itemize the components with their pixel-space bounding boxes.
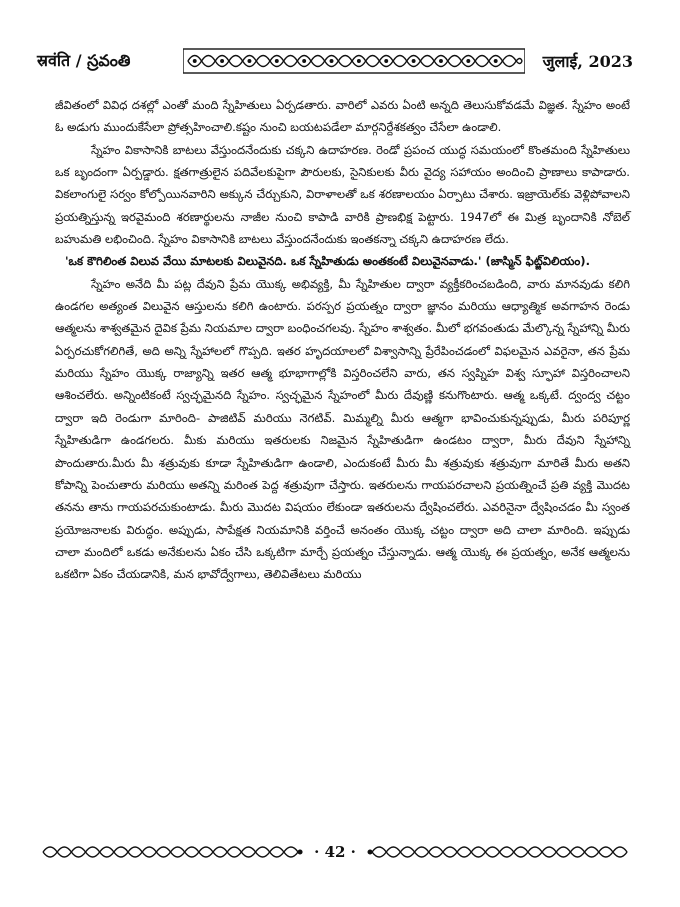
page-footer — [37, 835, 633, 869]
page-header — [37, 42, 633, 80]
quotation: 'ఒక కౌగిలింత విలువ వేయి మాటలకు విలువైనది. ఒక స్నేహితుడు అంతకంటే విలువైనవాడు.' (జాస్మిన్ ఫిట్జ్‌విలియం). — [65, 254, 591, 269]
page-number — [308, 843, 362, 861]
page-number-value: 42 — [324, 843, 346, 861]
issue-date: जुलाई, 2023 — [542, 52, 633, 71]
paragraph: జీవితంలో వివిధ దశల్లో ఎంతో మంది స్నేహితులు ఏర్పడతారు. వారిలో ఎవరు ఏంటి అన్నది తెలుసుకోవడమే విజ్ఞత. స్నేహం అంటే ఓ అడుగు ముందుకేసేలా ప్రోత్సహించాలి.కష్టం నుంచి బయటపడేలా మార్గనిర్దేశకత్వం చేసేలా ఉండాలి. — [55, 98, 630, 135]
article-body — [55, 94, 630, 586]
paragraph: స్నేహం వికాసానికి బాటలు వేస్తుందనేందుకు చక్కని ఉదాహరణ. రెండో ప్రపంచ యుద్ధ సమయంలో కొంతమంది స్నేహితులు ఒక బృందంగా ఏర్పడ్డారు. క్షతగాత్రులైన పదివేలకుపైగా పౌరులకు, సైనికులకు వీరు వైద్య సహాయం అందించి ప్రాణాలు కాపాడారు. వికలాంగులై సర్వం కోల్పోయినవారిని అక్కున చేర్చుకుని, విరాళాలతో ఒక శరణాలయం ఏర్పాటు చేశారు. ఇజ్రాయెల్‌కు వెళ్లిపోవాలని ప్రయత్నిస్తున్న ఇరవైమంది శరణార్థులను నాజీల నుంచి కాపాడి వారికి ప్రాణభిక్ష పెట్టారు. 1947లో ఈ మిత్ర బృందానికి నోబెల్ బహుమతి లభించింది. స్నేహం వికాసానికి బాటలు వేస్తుందనేందుకు ఇంతకన్నా చక్కని ఉదాహరణ లేదు. — [55, 142, 630, 247]
header-ornament-border — [183, 48, 525, 74]
footer-ornament-right — [366, 841, 629, 863]
paragraph: స్నేహం అనేది మీ పట్ల దేవుని ప్రేమ యొక్క అభివ్యక్తి, మీ స్నేహితుల ద్వారా వ్యక్తీకరించబడింది, వారు మానవుడు కలిగి ఉండగల అత్యంత విలువైన ఆస్తులను కలిగి ఉంటారు. పరస్పర ప్రయత్నం ద్వారా జ్ఞానం మరియు ఆధ్యాత్మిక అవగాహన రెండు ఆత్మలను శాశ్వతమైన దైవిక ప్రేమ నియమాల ద్వారా బంధించగలవు. స్నేహం శాశ్వతం. మీలో భగవంతుడు మేల్కొన్న స్నేహాన్ని మీరు ఏర్పరచుకోగలిగితే, అది అన్ని స్నేహాలలో గొప్పది. ఇతర హృదయాలలో విశ్వాసాన్ని ప్రేరేపించడంలో విఫలమైన ఎవరైనా, తన ప్రేమ మరియు స్నేహం యొక్క రాజ్యాన్ని ఇతర ఆత్మ భూభాగాల్లోకి విస్తరించలేని వారు, తన స్వప్నిహ విశ్వ స్ఫూహా విస్తరించాలని ఆశించలేరు. అన్నింటికంటే స్వచ్ఛమైనది స్నేహం. స్వచ్ఛమైన స్నేహంలో మీరు దేవుణ్ణి కనుగొంటారు. ఆత్మ ఒక్కటే. ద్వంద్వ చట్టం ద్వారా ఇది రెండుగా మారింది- పాజిటివ్ మరియు నెగటివ్. మిమ్మల్ని మీరు ఆత్మగా భావించుకున్నప్పుడు, మీరు పరిపూర్ణ స్నేహితుడిగా ఉండగలరు. మీకు మరియు ఇతరులకు నిజమైన స్నేహితుడిగా ఉండటం ద్వారా, మీరు దేవుని స్నేహాన్ని పొందుతారు.మీరు మీ శత్రువుకు కూడా స్నేహితుడిగా ఉండాలి, ఎందుకంటే మీరు మీ శత్రువుకు శత్రువుగా మారితే మీరు అతని కోపాన్ని పెంచుతారు మరియు అతన్ని మరింత పెద్ద శత్రువుగా చేస్తారు. ఇతరులను గాయపరచాలని ప్రయత్నించే ప్రతి వ్యక్తి మొదట తనను తాను గాయపరచుకుంటాడు. మీరు మొదట విషయం లేకుండా ఇతరులను ద్వేషించలేరు. ఎవరినైనా ద్వేషించడం మీ స్వంత ప్రయోజనాలకు విరుద్ధం. అప్పుడు, సాపేక్షత నియమానికి వర్తించే అనంతం యొక్క చట్టం ద్వారా అది చాలా మారింది. ఇప్పుడు చాలా మందిలో ఒకడు అనేకులను ఏకం చేసి ఒక్కటిగా మార్చే ప్రయత్నం చేస్తున్నాడు. ఆత్మ యొక్క ఈ ప్రయత్నం, అనేక ఆత్మలను ఒకటిగా ఏకం చేయడానికి, మన భావోద్వేగాలు, తెలివితేటలు మరియు — [55, 276, 630, 582]
page-number-dash-right: · — [350, 843, 356, 861]
page-number-dash-left: · — [314, 843, 320, 861]
magazine-title: स्रवंति / స్రవంతి — [37, 50, 131, 70]
footer-ornament-left — [41, 841, 304, 863]
